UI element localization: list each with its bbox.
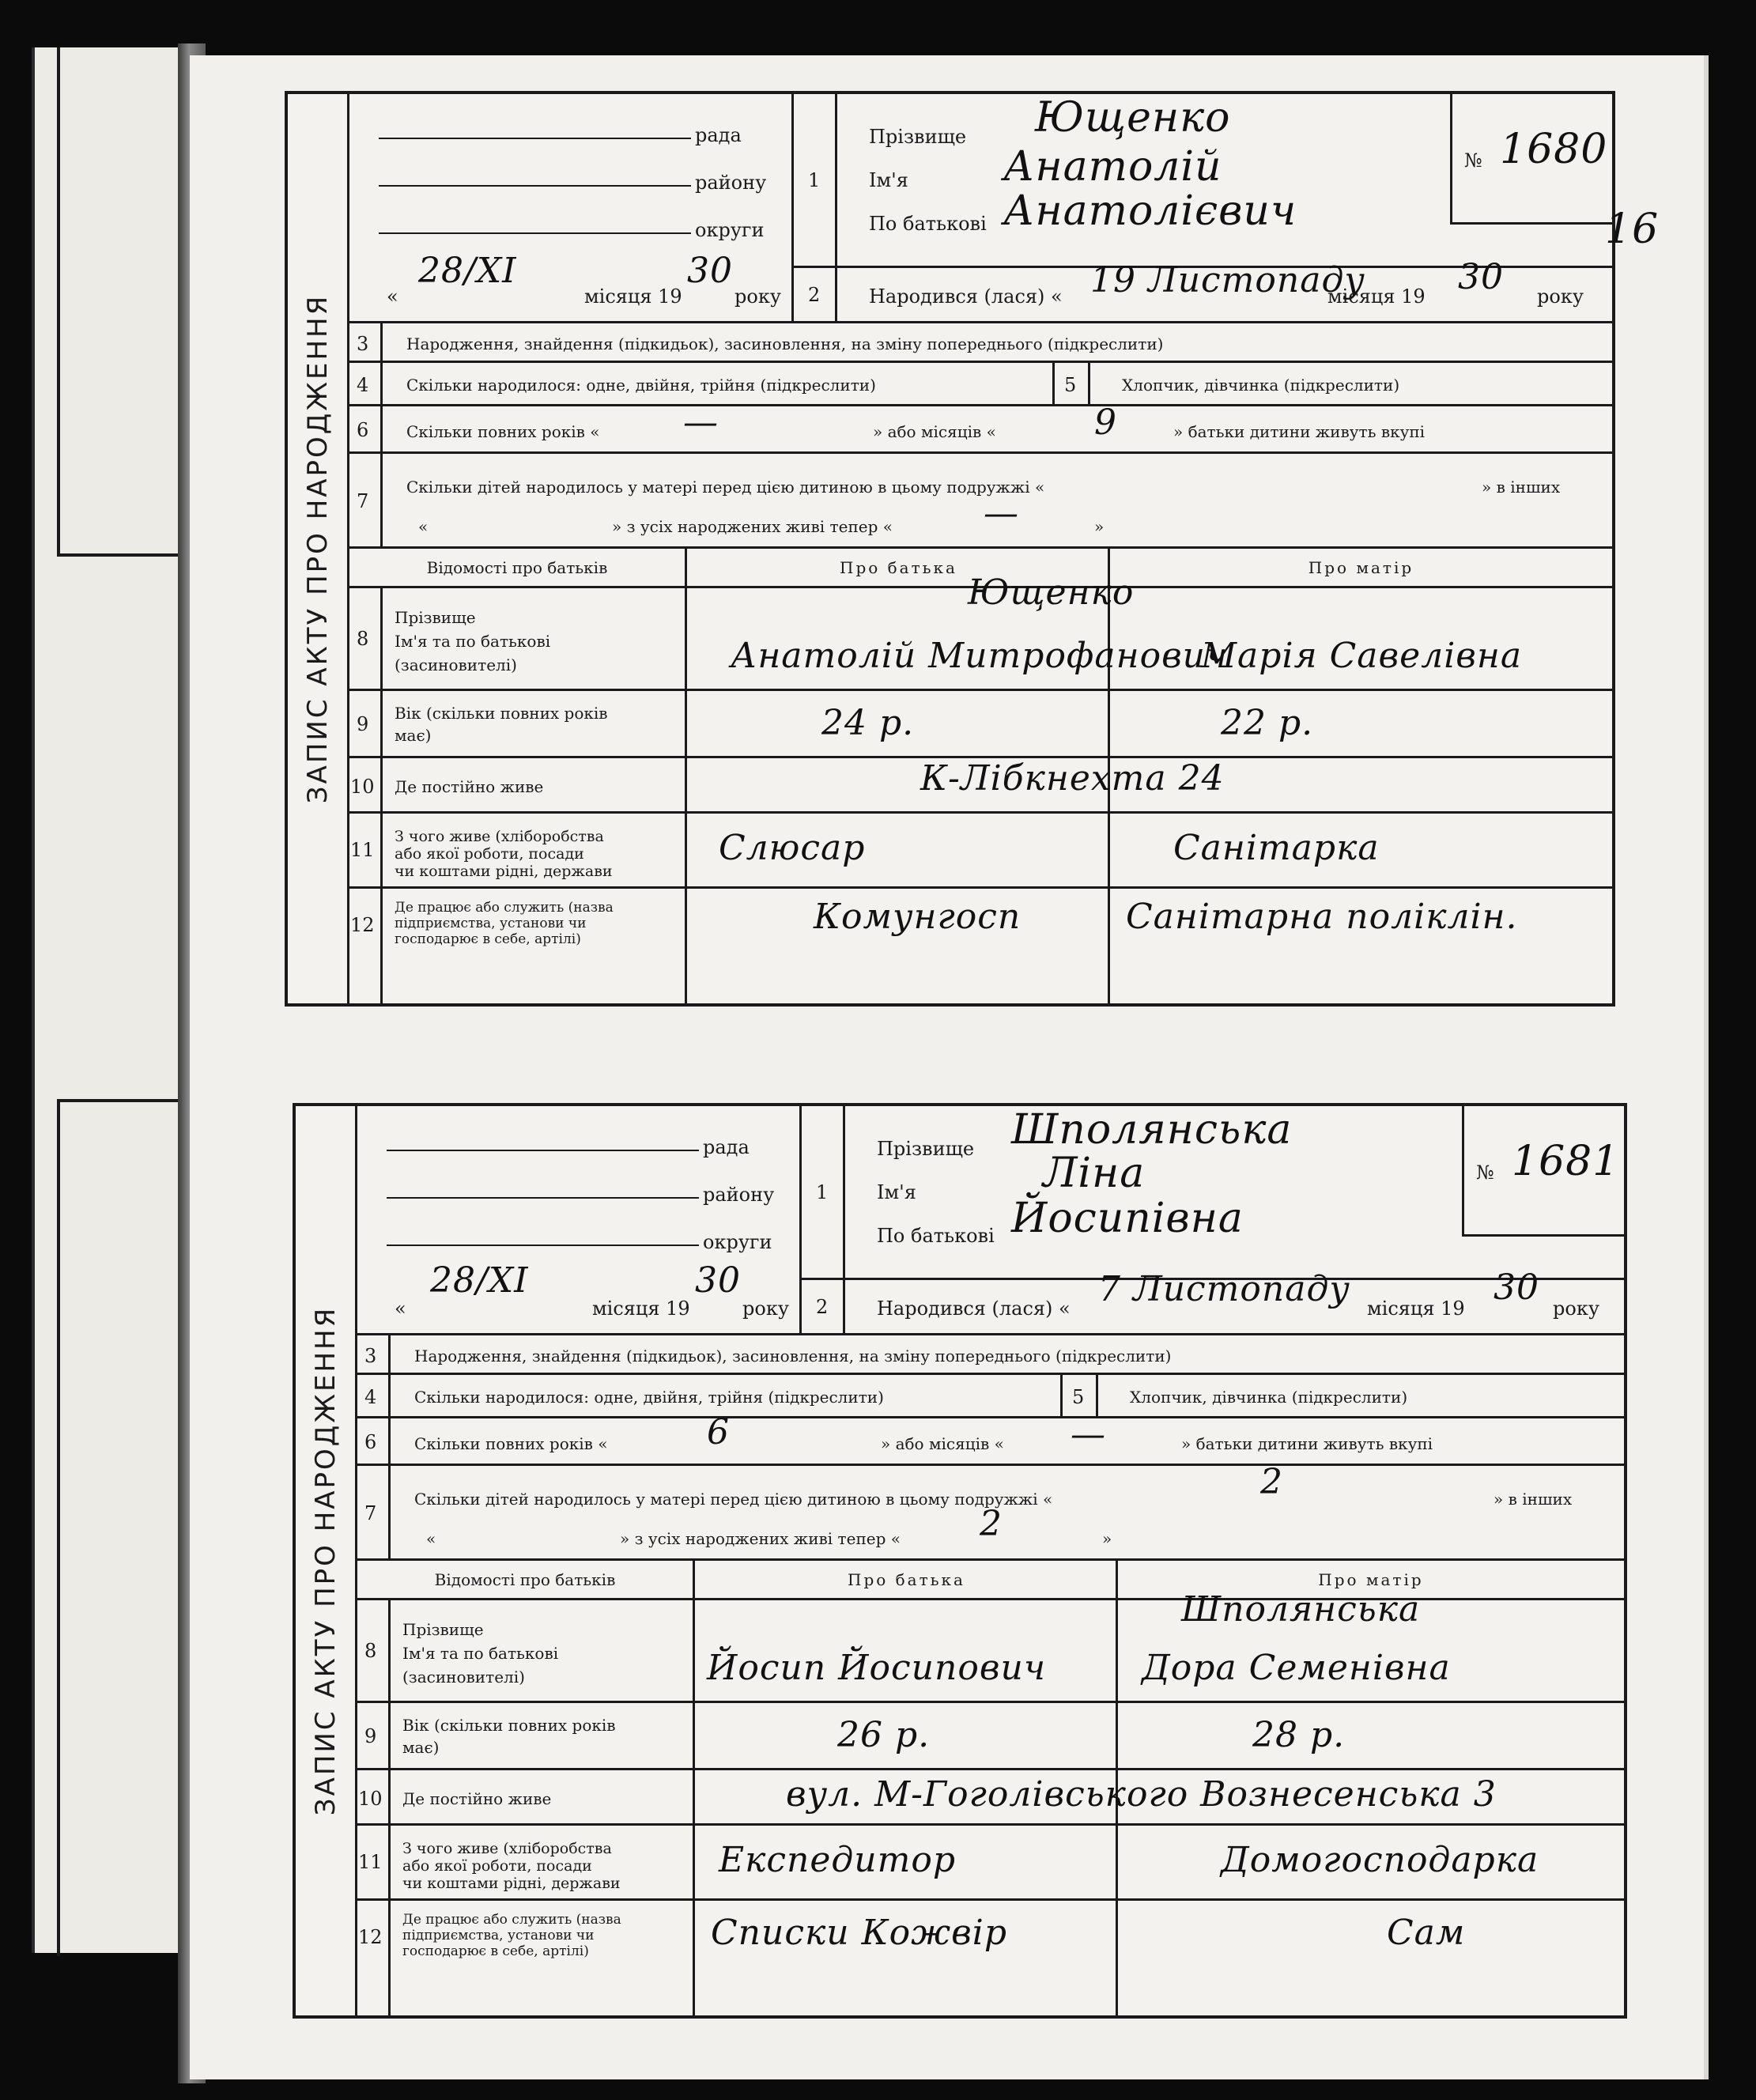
- row-9-label: Вік (скільки повних років має): [402, 1716, 616, 1757]
- row-7-quote: «: [418, 517, 429, 536]
- record-title: ЗАПИС АКТУ ПРО НАРОДЖЕННЯ: [302, 293, 334, 804]
- born-date-value: 19 Листопаду: [1090, 260, 1365, 300]
- row-number: 8: [357, 628, 369, 650]
- mother-name-value: Дора Семенівна: [1142, 1648, 1451, 1688]
- row-number: 7: [357, 490, 369, 512]
- row-6-months-label: » або місяців «: [873, 422, 996, 441]
- row-number: 9: [364, 1725, 377, 1747]
- patronymic-value: Анатолієвич: [1003, 187, 1297, 235]
- born-label: Народився (лася) «: [877, 1297, 1071, 1320]
- row-num-1: [794, 94, 837, 268]
- reg-date-open: «: [395, 1297, 406, 1320]
- row-number: 10: [350, 776, 375, 798]
- number-label: №: [1476, 1161, 1494, 1184]
- row-4-label: Скільки народилося: одне, двійня, трійня (підкреслити): [414, 1388, 884, 1407]
- name-label: Ім'я: [877, 1181, 916, 1203]
- registry-block: [347, 94, 794, 323]
- row-num-2: [794, 268, 837, 323]
- father-age-cell: [687, 691, 1110, 758]
- name-value: Анатолій: [1003, 143, 1222, 191]
- row-6-suffix: » батьки дитини живуть вкупі: [1181, 1434, 1433, 1453]
- mother-surname-value: Шполянська: [1181, 1589, 1421, 1630]
- born-year-label: року: [1537, 285, 1584, 308]
- name-value: Ліна: [1043, 1150, 1146, 1197]
- mother-work-value: Сам: [1387, 1913, 1466, 1953]
- father-occupation-value: Експедитор: [719, 1840, 957, 1880]
- mother-work-cell: [1110, 889, 1612, 1003]
- father-occupation-cell: [687, 814, 1110, 889]
- surname-value: Шполянська: [1011, 1106, 1293, 1154]
- father-name-value: Йосип Йосипович: [707, 1648, 1047, 1688]
- ledger-page: [190, 55, 1709, 2079]
- child-name-block: [845, 1106, 1624, 1280]
- born-month-label: місяця 19: [1367, 1297, 1465, 1320]
- months-together-value: —: [1071, 1414, 1106, 1455]
- row-3-label: Народження, знайдення (підкидьок), засиновлення, на зміну попереднього (підкреслити): [414, 1346, 1172, 1365]
- child-name-block: [837, 94, 1612, 268]
- row-number: 4: [364, 1386, 377, 1408]
- raion-label: району: [695, 172, 767, 194]
- mother-occupation-value: Санітарка: [1173, 828, 1380, 868]
- mother-age-value: 22 р.: [1221, 703, 1314, 743]
- row-7-alive-label: » з усіх народжених живі тепер «: [612, 517, 893, 536]
- row-6-months-label: » або місяців «: [881, 1434, 1004, 1453]
- hdr-info-label: Відомості про батьків: [426, 558, 608, 577]
- born-date-value: 7 Листопаду: [1098, 1269, 1350, 1309]
- reg-day-value: 28/XI: [430, 1260, 529, 1301]
- row-number: 11: [358, 1851, 383, 1873]
- surname-label: Прізвище: [877, 1138, 975, 1160]
- children-alive-value: 2: [980, 1504, 1003, 1544]
- row-7: [383, 454, 1612, 549]
- mother-name-cell: [1118, 1589, 1624, 1703]
- mother-age-cell: [1110, 691, 1612, 758]
- row-6: [383, 402, 1612, 454]
- hdr-mother: [1110, 549, 1612, 588]
- row-7-alive-label: » з усіх народжених живі тепер «: [620, 1529, 901, 1548]
- row-6-suffix: » батьки дитини живуть вкупі: [1173, 422, 1426, 441]
- left-page-edge: [32, 47, 185, 1953]
- row-number: 12: [350, 914, 375, 936]
- residence-value: вул. М-Гоголівського Вознесенська 3: [786, 1774, 1497, 1815]
- row-number: 2: [816, 1296, 829, 1318]
- father-work-cell: [687, 889, 1110, 1003]
- row-number: 2: [808, 284, 821, 306]
- record-number-box: [1462, 1106, 1624, 1237]
- number-label: №: [1464, 149, 1482, 172]
- row-10-label: Де постійно живе: [402, 1789, 552, 1808]
- row-number: 11: [350, 839, 375, 861]
- reg-year-value: 30: [695, 1260, 741, 1301]
- mother-name-value: Марія Савелівна: [1201, 636, 1523, 676]
- row-6-years-label: Скільки повних років «: [414, 1434, 608, 1453]
- record-side-title: [296, 1106, 357, 2015]
- row-4-label: Скільки народилося: одне, двійня, трійня (підкреслити): [406, 376, 876, 395]
- row-6-years-label: Скільки повних років «: [406, 422, 600, 441]
- surname-value: Ющенко: [1035, 94, 1231, 142]
- row-number: 1: [808, 169, 821, 191]
- patronymic-value: Йосипівна: [1011, 1195, 1244, 1242]
- years-together-value: —: [683, 402, 719, 443]
- row-3: [383, 323, 1612, 363]
- father-occupation-value: Слюсар: [719, 828, 866, 868]
- children-alive-value: —: [984, 493, 1019, 534]
- row-12-label: Де працює або служить (назва підприємства, установи чи господарює в себе, артілі): [395, 900, 614, 947]
- left-page-frame-bottom: [57, 1099, 190, 1956]
- residence-value: К-Лібкнехта 24: [920, 758, 1225, 799]
- row-9-label: Вік (скільки повних років має): [395, 704, 608, 745]
- born-label: Народився (лася) «: [869, 285, 1063, 308]
- row-number: 10: [358, 1788, 383, 1810]
- children-here-value: 2: [1260, 1462, 1283, 1502]
- patronymic-label: По батькові: [877, 1225, 995, 1247]
- hdr-info: [347, 549, 687, 588]
- left-page-frame-top: [57, 47, 190, 557]
- okrug-label: округи: [695, 219, 765, 241]
- row-number: 9: [357, 713, 369, 735]
- okrug-label: округи: [703, 1231, 772, 1253]
- surname-label: Прізвище: [869, 126, 967, 148]
- years-together-value: 6: [707, 1412, 730, 1452]
- row-number: 5: [1064, 374, 1077, 396]
- row-7-other-label: » в інших: [1494, 1490, 1573, 1509]
- reg-year-value: 30: [687, 251, 733, 291]
- mother-occupation-cell: [1110, 814, 1612, 889]
- margin-mark: 16: [1605, 206, 1660, 253]
- row-4: [383, 363, 1055, 406]
- rada-label: рада: [703, 1136, 750, 1158]
- record-number-value: 1681: [1512, 1138, 1620, 1185]
- row-number: 6: [364, 1431, 377, 1453]
- registry-block: [355, 1106, 802, 1335]
- mother-work-value: Санітарна поліклін.: [1126, 897, 1518, 937]
- reg-month-label: місяця 19: [592, 1297, 690, 1320]
- born-year-label: року: [1553, 1297, 1599, 1320]
- row-5: [1090, 363, 1612, 406]
- row-number: 1: [816, 1181, 829, 1203]
- record-number-value: 1680: [1500, 126, 1608, 173]
- row-7-other-label: » в інших: [1482, 478, 1561, 497]
- birth-date-row: [845, 1267, 1624, 1335]
- row-8-label: Прізвище Ім'я та по батькові (засиновителі): [402, 1620, 559, 1686]
- row-number: 4: [357, 374, 369, 396]
- row-8-label-cell: [383, 588, 687, 691]
- row-7-quote-close: »: [1094, 517, 1105, 536]
- father-work-value: Списки Кожвір: [711, 1913, 1007, 1953]
- reg-year-label: року: [742, 1297, 789, 1320]
- father-work-value: Комунгосп: [814, 897, 1022, 937]
- row-number: 3: [364, 1345, 377, 1367]
- row-7-label: Скільки дітей народилось у матері перед цією дитиною в цьому подружжі «: [406, 478, 1045, 497]
- row-number: 6: [357, 419, 369, 441]
- mother-occupation-value: Домогосподарка: [1221, 1840, 1539, 1880]
- hdr-mother-label: Про матір: [1308, 558, 1414, 577]
- row-number: 8: [364, 1640, 377, 1662]
- born-year-value: 30: [1494, 1267, 1539, 1308]
- row-5-label: Хлопчик, дівчинка (підкреслити): [1130, 1388, 1408, 1407]
- father-name-cell: [695, 1600, 1118, 1703]
- born-year-value: 30: [1458, 257, 1504, 297]
- born-month-label: місяця 19: [1327, 285, 1426, 308]
- row-8-label: Прізвище Ім'я та по батькові (засиновителі): [395, 608, 551, 674]
- father-name-value: Анатолій Митрофанович: [731, 636, 1229, 676]
- birth-date-row: [837, 257, 1612, 323]
- row-number: 5: [1072, 1386, 1085, 1408]
- record-number-box: [1450, 94, 1612, 225]
- father-age-value: 24 р.: [821, 703, 915, 743]
- reg-day-value: 28/XI: [418, 251, 517, 291]
- row-number: 12: [358, 1926, 383, 1948]
- record-title: ЗАПИС АКТУ ПРО НАРОДЖЕННЯ: [310, 1305, 342, 1816]
- hdr-info-label: Відомості про батьків: [434, 1570, 616, 1589]
- row-12-label: Де працює або служить (назва підприємства, установи чи господарює в себе, артілі): [402, 1912, 621, 1959]
- row-number: 7: [364, 1502, 377, 1524]
- row-10-label: Де постійно живе: [395, 777, 544, 796]
- name-label: Ім'я: [869, 169, 908, 191]
- row-5-label: Хлопчик, дівчинка (підкреслити): [1122, 376, 1400, 395]
- row-number: 3: [357, 333, 369, 355]
- birth-record-1: [285, 91, 1615, 1007]
- mother-age-value: 28 р.: [1252, 1715, 1346, 1755]
- reg-year-label: року: [734, 285, 781, 308]
- months-together-value: 9: [1094, 402, 1117, 443]
- row-11-label: З чого живе (хліборобства або якої роботи, посади чи коштами рідні, держави: [395, 828, 613, 880]
- row-3-label: Народження, знайдення (підкидьок), засиновлення, на зміну попереднього (підкреслити): [406, 334, 1164, 353]
- row-7-label: Скільки дітей народилось у матері перед цією дитиною в цьому подружжі «: [414, 1490, 1053, 1509]
- record-side-title: [288, 94, 349, 1003]
- hdr-father-label: Про батька: [840, 558, 957, 577]
- father-age-value: 26 р.: [837, 1715, 931, 1755]
- row-11-label: З чого живе (хліборобства або якої роботи, посади чи коштами рідні, держави: [402, 1840, 621, 1892]
- reg-month-label: місяця 19: [584, 285, 682, 308]
- birth-record-2: [293, 1103, 1627, 2019]
- rada-label: рада: [695, 124, 742, 146]
- parents-surname-value: Ющенко: [968, 572, 1135, 613]
- reg-date-open: «: [387, 285, 398, 308]
- hdr-father-label: Про батька: [848, 1570, 965, 1589]
- patronymic-label: По батькові: [869, 213, 987, 235]
- row-7-quote-close: »: [1102, 1529, 1112, 1548]
- row-7-quote: «: [426, 1529, 436, 1548]
- hdr-mother-label: Про матір: [1318, 1570, 1424, 1589]
- raion-label: району: [703, 1184, 775, 1206]
